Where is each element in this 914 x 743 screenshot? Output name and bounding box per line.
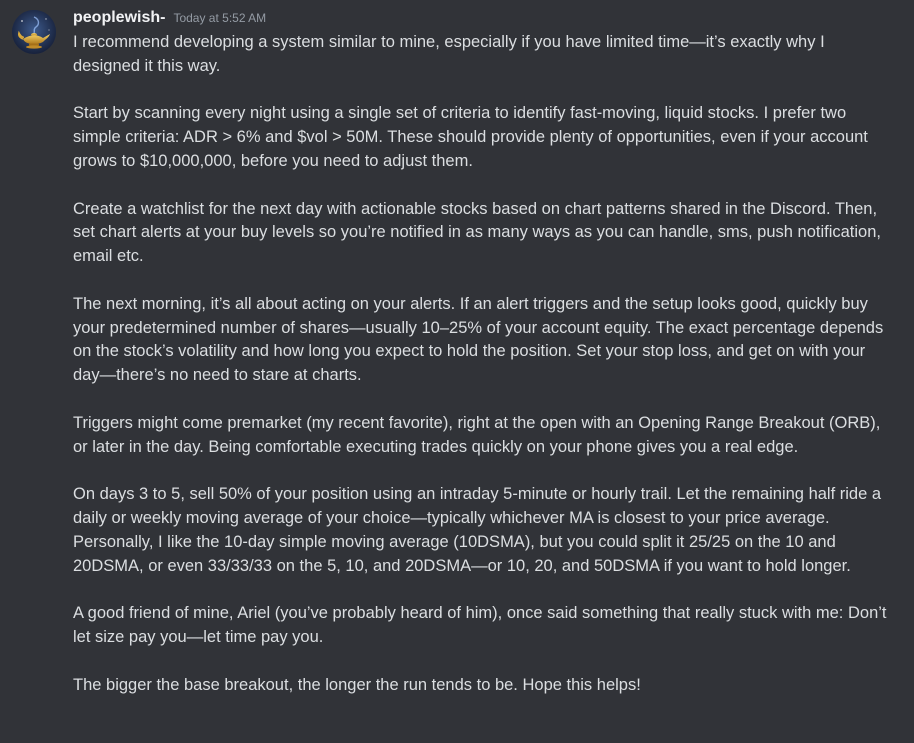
message-paragraph: Triggers might come premarket (my recent favorite), right at the open with an Opening Range Breakout (ORB), or later in the day. Being comfortable executing trades quickly on your phone gives you a real edge. <box>73 413 881 456</box>
genie-lamp-icon <box>12 10 56 54</box>
message-paragraph: Start by scanning every night using a single set of criteria to identify fast-moving, liquid stocks. I prefer two simple criteria: ADR > 6% and $vol > 50M. These should provide plenty of opportunities, even if your account grows to $10,000,000, before you need to adjust them. <box>73 104 868 170</box>
message-header <box>73 9 896 31</box>
message-content <box>73 31 896 697</box>
message-paragraph: A good friend of mine, Ariel (you’ve probably heard of him), once said something that really stuck with me: Don’t let size pay you—let time pay you. <box>73 604 887 646</box>
timestamp[interactable]: Today at 5:52 AM <box>173 11 267 25</box>
message-paragraph: I recommend developing a system similar to mine, especially if you have limited time—it’s exactly why I designed it this way. <box>73 33 825 75</box>
message-paragraph: The next morning, it’s all about acting on your alerts. If an alert triggers and the setup looks good, quickly buy your predetermined number of shares—usually 10–25% of your account equity. The exact percentage depends on the stock’s volatility and how long you expect to hold the position. Set your stop loss, and get on with your day—there’s no need to stare at charts. <box>73 294 884 385</box>
username[interactable]: peoplewish- <box>73 9 166 26</box>
message-paragraph: The bigger the base breakout, the longer the run tends to be. Hope this helps! <box>73 675 641 694</box>
message-paragraph: On days 3 to 5, sell 50% of your position using an intraday 5-minute or hourly trail. Let the remaining half ride a daily or weekly moving average of your choice—typically whichever MA is closest to your price average. Personally, I like the 10-day simple moving average (10DSMA), but you could split it 25/25 on the 10 and 20DSMA, or even 33/33/33 on the 5, 10, and 20DSMA—or 10, 20, and 50DSMA if you want to hold longer. <box>73 485 882 575</box>
message-paragraph: Create a watchlist for the next day with actionable stocks based on chart patterns shared in the Discord. Then, set chart alerts at your buy levels so you’re notified in as many ways as you can handle, sms, push notification, email etc. <box>73 199 881 266</box>
avatar[interactable] <box>12 10 56 54</box>
